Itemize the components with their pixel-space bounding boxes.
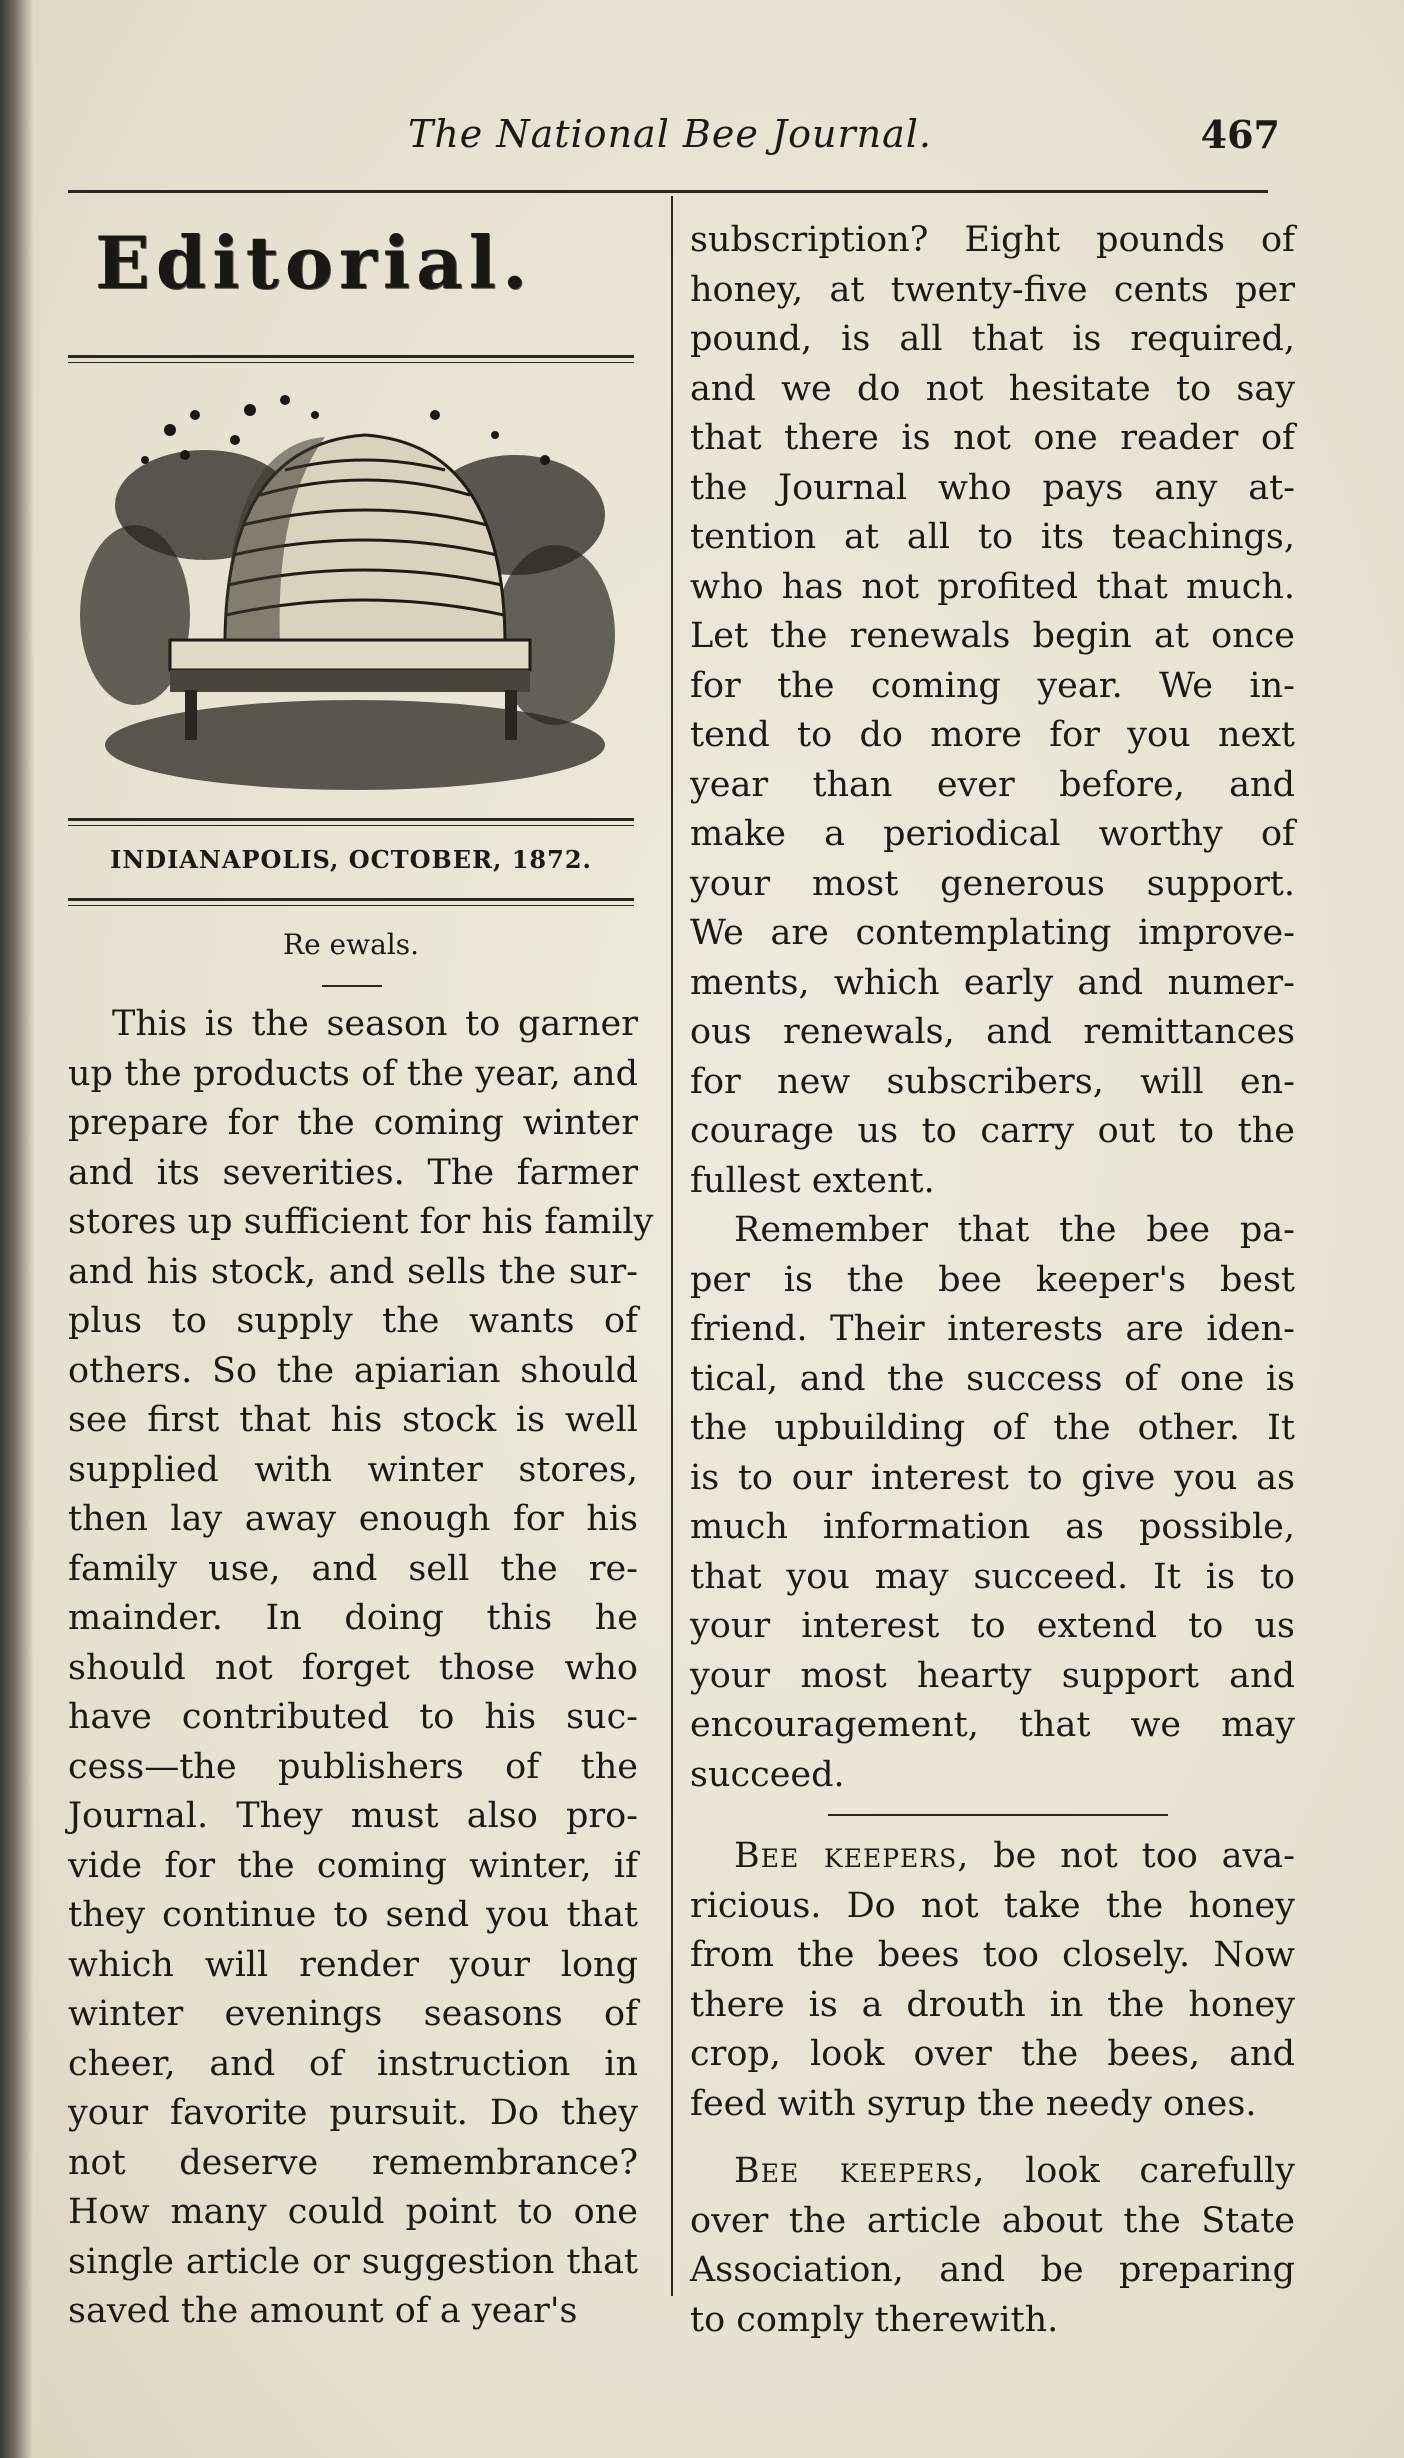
text-line (690, 2147, 1295, 2197)
text-line: ous renewals, and remittances (690, 1012, 1295, 1052)
running-header (60, 112, 1280, 172)
text-line: family use, and sell the re- (68, 1548, 638, 1589)
text-line: and we do not hesitate to say (690, 368, 1295, 409)
text-line: stores up sufficient for his family (68, 1202, 654, 1242)
page-number: 467 (1200, 112, 1280, 157)
header-rule (68, 190, 1268, 193)
text-line: single article or suggestion that (68, 2241, 638, 2282)
text-line: for the coming year. We in- (690, 665, 1295, 706)
text-line: encouragement, that we may (690, 1705, 1295, 1745)
text-line: honey, at twenty-five cents per (690, 269, 1295, 310)
notice-lead: Bee keepers, (734, 2151, 986, 2191)
text-line: friend. Their interests are iden- (690, 1309, 1295, 1349)
text-line: This is the season to garner (112, 1004, 638, 1044)
text-line: cheer, and of instruction in (68, 2043, 638, 2084)
text-line: over the article about the State (690, 2200, 1295, 2241)
section-divider (828, 1814, 1168, 1816)
text-line: much information as possible, (690, 1507, 1295, 1547)
text-line: your most hearty support and (690, 1655, 1295, 1696)
text-line: We are contemplating improve- (690, 913, 1295, 953)
text-line: for new subscribers, will en- (690, 1061, 1295, 1102)
beehive-illustration (75, 385, 620, 800)
text-line: winter evenings seasons of (68, 1994, 638, 2034)
text-line: then lay away enough for his (68, 1499, 638, 1539)
notice-text: be not too ava- (969, 1836, 1296, 1876)
text-line: and its severities. The farmer (68, 1152, 638, 1193)
text-line: Let the renewals begin at once (690, 616, 1295, 656)
text-line: succeed. (690, 1754, 845, 1795)
text-line: should not forget those who (68, 1647, 638, 1688)
text-line: Remember that the bee pa- (734, 1210, 1295, 1250)
article-continuation (690, 216, 1295, 1206)
text-line: tention at all to its teachings, (690, 517, 1295, 557)
text-line: ments, which early and numer- (690, 962, 1295, 1003)
text-line: there is a drouth in the honey (690, 1984, 1295, 2025)
text-line: the Journal who pays any at- (690, 467, 1295, 508)
text-line: your interest to extend to us (690, 1606, 1295, 1646)
text-line: tend to do more for you next (690, 715, 1295, 755)
text-line: to comply therewith. (690, 2299, 1059, 2340)
notice-bee-keepers-state-association (690, 2147, 1295, 2345)
text-line: your favorite pursuit. Do they (68, 2093, 638, 2133)
text-line: make a periodical worthy of (690, 814, 1295, 854)
text-line: mainder. In doing this he (68, 1598, 638, 1638)
text-line: that you may succeed. It is to (690, 1556, 1295, 1597)
text-line: feed with syrup the needy ones. (690, 2083, 1257, 2124)
text-line: from the bees too closely. Now (690, 1935, 1295, 1975)
text-line: which will render your long (68, 1944, 638, 1985)
text-line: How many could point to one (68, 2192, 638, 2232)
text-line: they continue to send you that (68, 1895, 638, 1935)
journal-title: The National Bee Journal. (407, 112, 933, 156)
text-line: the upbuilding of the other. It (690, 1408, 1295, 1448)
text-line: plus to supply the wants of (68, 1301, 638, 1341)
text-line: Journal. They must also pro- (68, 1796, 638, 1836)
text-line: see first that his stock is well (68, 1400, 638, 1440)
text-line (690, 1832, 1295, 1882)
text-line: Association, and be preparing (690, 2250, 1295, 2290)
text-line: per is the bee keeper's best (690, 1259, 1295, 1300)
article-paragraph-remember (690, 1206, 1295, 1800)
text-line: prepare for the coming winter (68, 1103, 638, 1143)
text-line: saved the amount of a year's (68, 2291, 578, 2331)
title-rule (322, 985, 382, 987)
text-line: not deserve remembrance? (68, 2142, 638, 2183)
notice-lead: Bee keepers, (734, 1836, 970, 1876)
text-line: crop, look over the bees, and (690, 2034, 1295, 2074)
article-title: Re ewals. (282, 928, 419, 961)
text-line: vide for the coming winter, if (68, 1845, 638, 1886)
text-line: supplied with winter stores, (68, 1449, 638, 1490)
text-line: subscription? Eight pounds of (690, 220, 1295, 260)
column-divider (671, 196, 673, 2296)
notice-bee-keepers-avaricious (690, 1832, 1295, 2129)
text-line: and his stock, and sells the sur- (68, 1251, 638, 1292)
article-body-right (690, 216, 1295, 2345)
article-body-left (68, 1000, 654, 2337)
text-line: others. So the apiarian should (68, 1350, 638, 1391)
text-line: up the products of the year, and (68, 1053, 638, 1094)
text-line: your most generous support. (690, 863, 1295, 904)
text-line: fullest extent. (690, 1160, 935, 1201)
book-binding-edge (0, 0, 34, 2458)
dateline: INDIANAPOLIS, OCTOBER, 1872. (110, 845, 592, 874)
masthead-rule (68, 355, 634, 363)
text-line: tical, and the success of one is (690, 1358, 1295, 1399)
notice-text: look carefully (985, 2151, 1295, 2191)
text-line: have contributed to his suc- (68, 1697, 638, 1737)
illustration-rule (68, 818, 634, 826)
text-line: is to our interest to give you as (690, 1457, 1295, 1498)
text-line: ricious. Do not take the honey (690, 1885, 1295, 1926)
text-line: courage us to carry out to the (690, 1111, 1295, 1151)
text-line: pound, is all that is required, (690, 319, 1295, 359)
text-line: that there is not one reader of (690, 418, 1295, 458)
text-line: cess—the publishers of the (68, 1746, 638, 1787)
editorial-masthead: Editorial. (95, 220, 534, 305)
text-line: who has not profited that much. (690, 566, 1295, 607)
dateline-rule (68, 898, 634, 906)
text-line: year than ever before, and (690, 764, 1295, 805)
